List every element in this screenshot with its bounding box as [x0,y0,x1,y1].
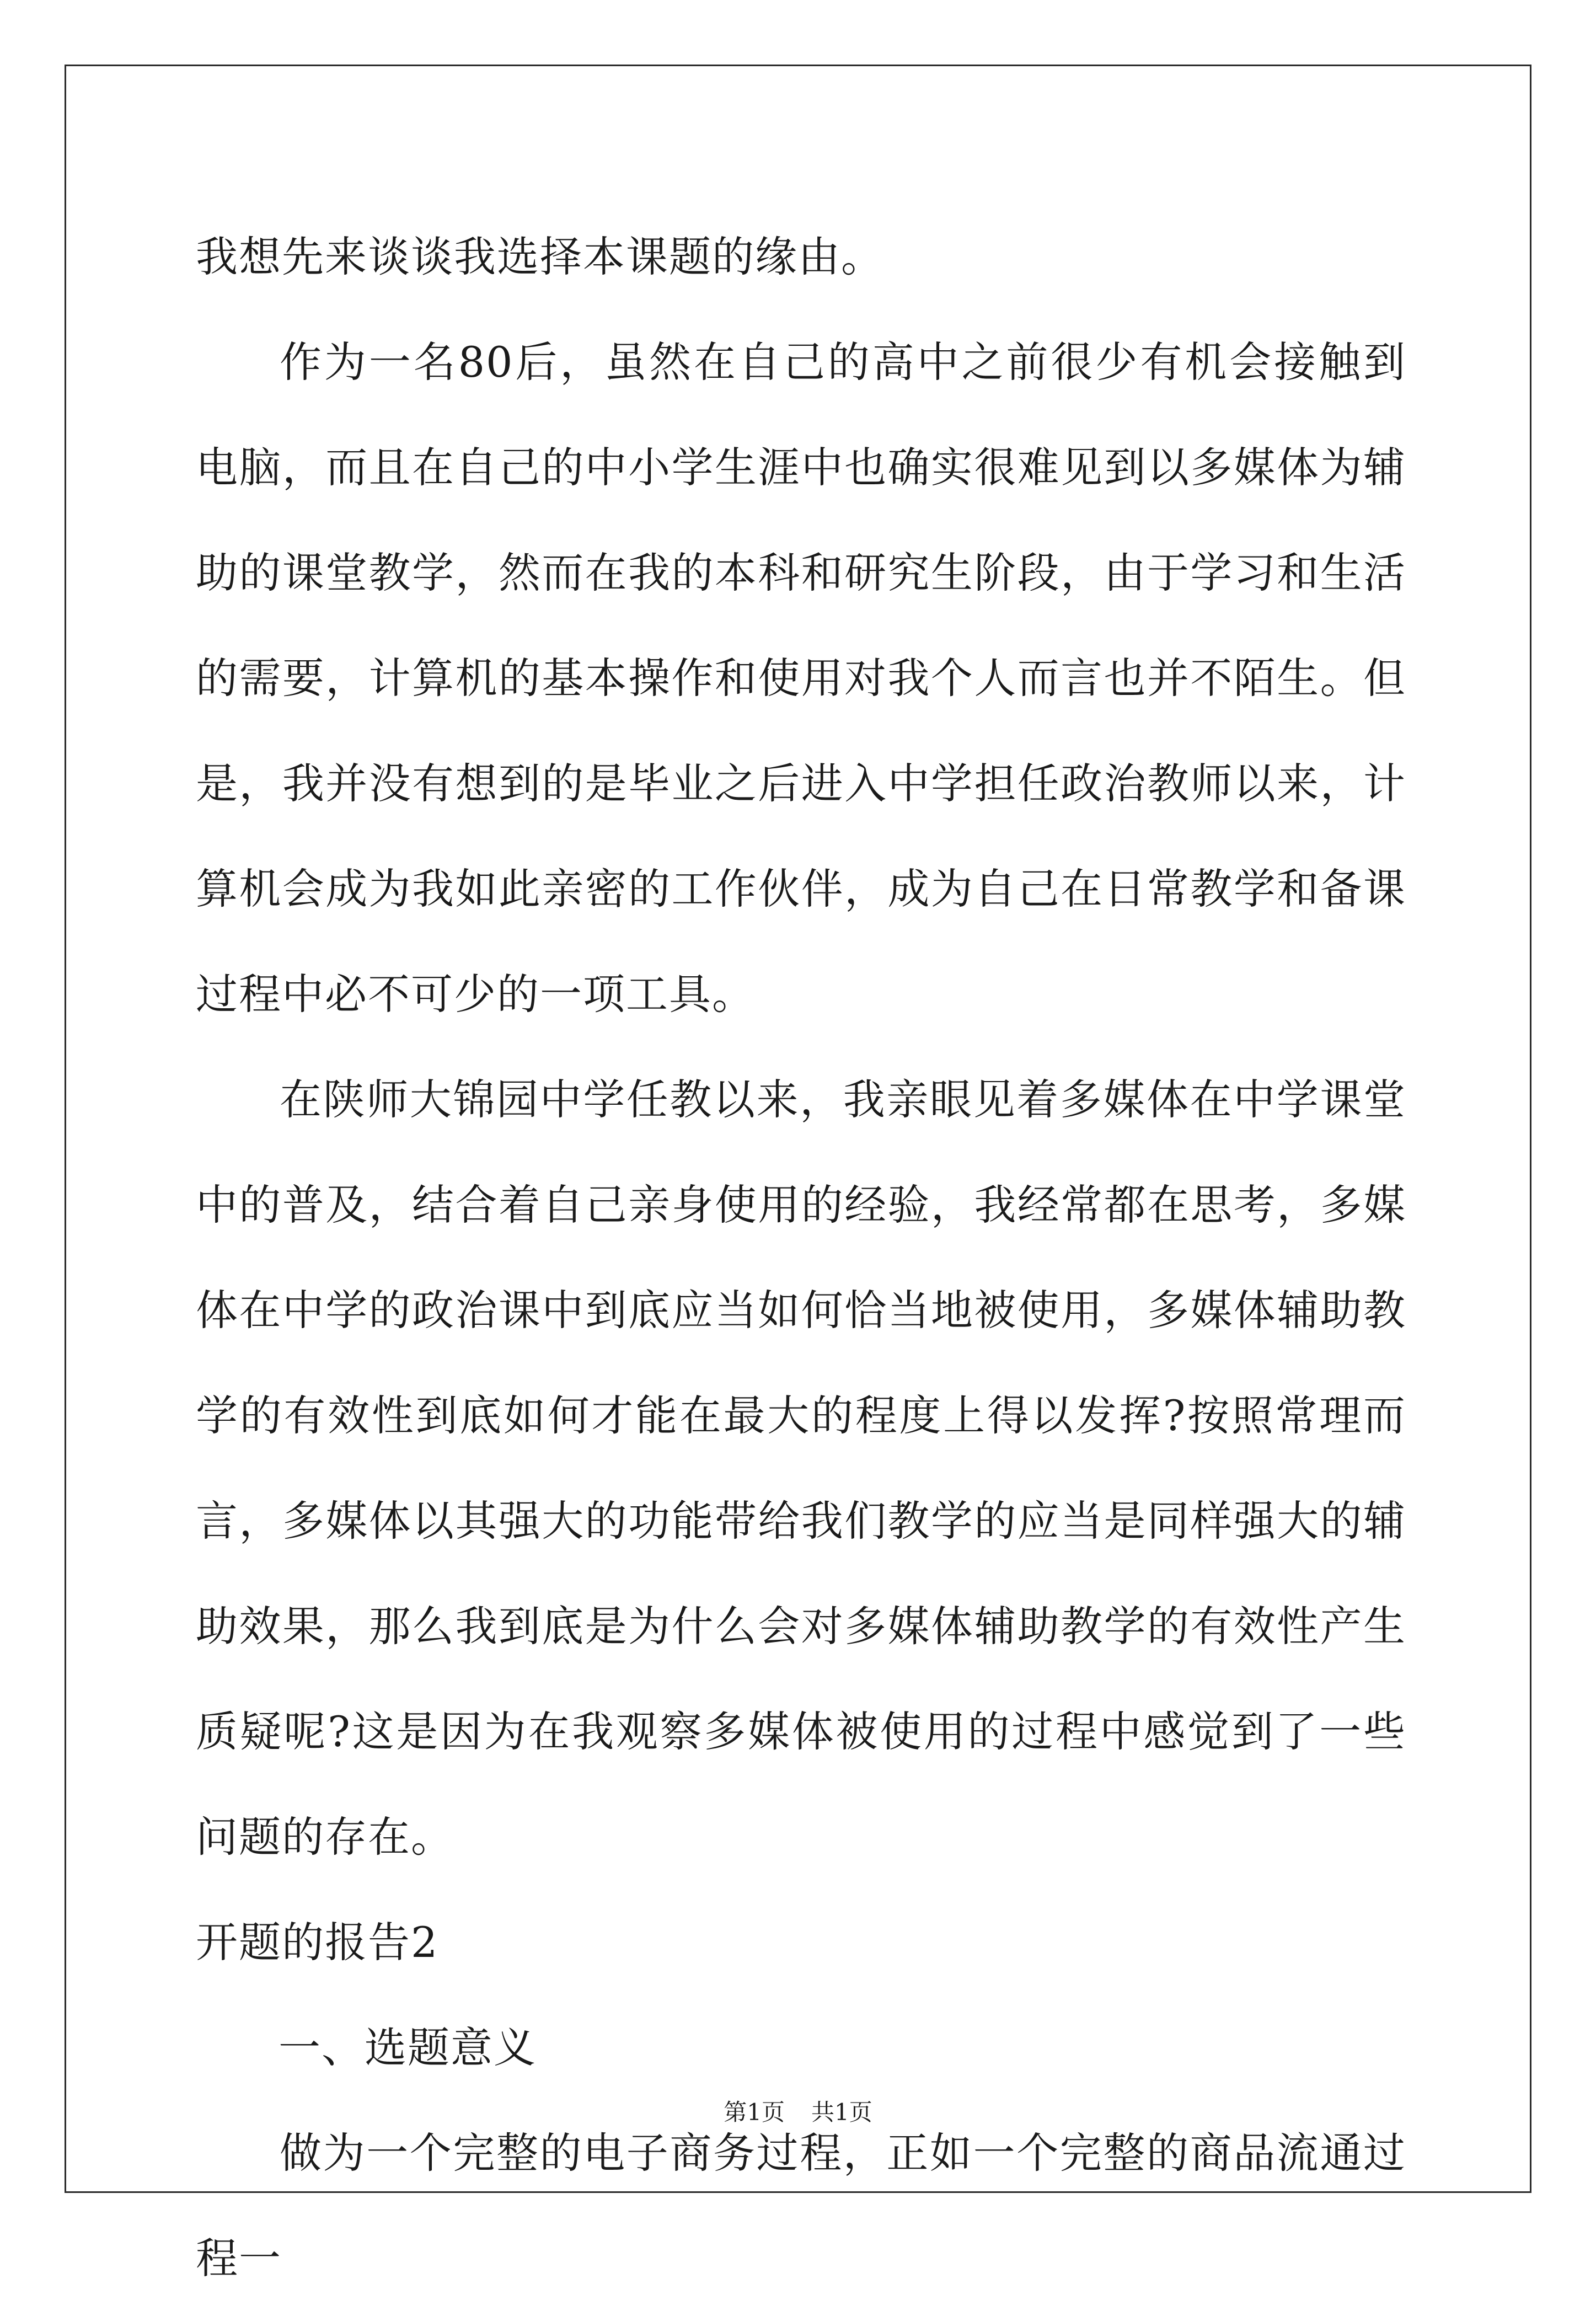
subsection-title: 一、选题意义 [279,2023,537,2072]
document-body [196,204,1406,2311]
page-footer [0,2096,1596,2129]
paragraph: 在陕师大锦园中学任教以来，我亲眼见着多媒体在中学课堂中的普及，结合着自己亲身使用的经验，我经常都在思考，多媒体在中学的政治课中到底应当如何恰当地被使用，多媒体辅助教学的有效性到底如何才能在最大的程度上得以发挥?按照常理而言，多媒体以其强大的功能带给我们教学的应当是同样强大的辅助效果，那么我到底是为什么会对多媒体辅助教学的有效性产生质疑呢?这是因为在我观察多媒体被使用的过程中感觉到了一些问题的存在。 [196,1075,1406,1861]
paragraph-continued: 我想先来谈谈我选择本课题的缘由。 [196,232,884,281]
paragraph: 做为一个完整的电子商务过程，正如一个完整的商品流通过程一 [196,2128,1406,2283]
paragraph: 作为一名80后，虽然在自己的高中之前很少有机会接触到电脑，而且在自己的中小学生涯中也确实很难见到以多媒体为辅助的课堂教学，然而在我的本科和研究生阶段，由于学习和生活的需要，计算机的基本操作和使用对我个人而言也并不陌生。但是，我并没有想到的是毕业之后进入中学担任政治教师以来，计算机会成为我如此亲密的工作伙伴，成为自己在日常教学和备课过程中必不可少的一项工具。 [196,338,1406,1019]
section-title: 开题的报告2 [196,1918,439,1967]
page-number: 第1页 [724,2099,785,2126]
page-total: 共1页 [811,2099,872,2126]
